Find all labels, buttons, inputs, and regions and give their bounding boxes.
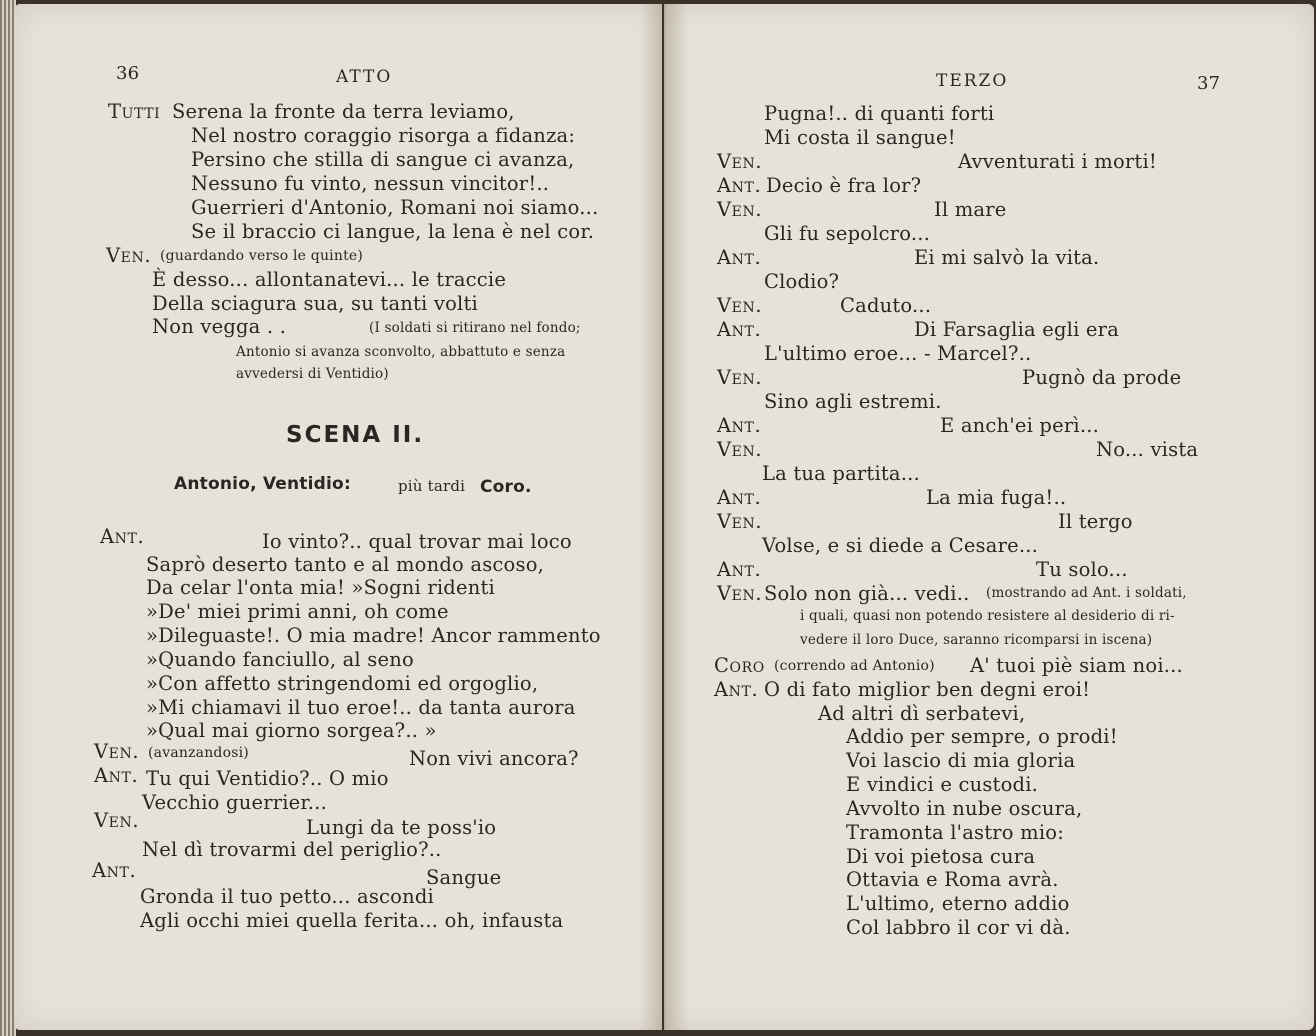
verse-line: »Dileguaste!. O mia madre! Ancor rammento	[146, 624, 601, 647]
verse-line: Ei mi salvò la vita.	[914, 246, 1100, 269]
verse-line: L'ultimo, eterno addio	[846, 892, 1070, 915]
verse-line: Addio per sempre, o prodi!	[846, 725, 1118, 748]
verse-line: Solo non già... vedi..	[764, 582, 970, 605]
verse-line: Gronda il tuo petto... ascondi	[140, 885, 434, 908]
verse-line: Di Farsaglia egli era	[914, 318, 1120, 341]
speaker-ven: Ven.	[717, 198, 763, 221]
speaker-ven: Ven.	[94, 809, 140, 832]
verse-line: Nel nostro coraggio risorga a fidanza:	[191, 124, 576, 147]
verse-line: Pugnò da prode	[1022, 366, 1182, 389]
verse-line: Nessuno fu vinto, nessun vincitor!..	[191, 172, 550, 195]
verse-line: »Con affetto stringendomi ed orgoglio,	[146, 672, 539, 695]
speaker-ant: Ant.	[717, 414, 762, 437]
speaker-ant: Ant.	[717, 174, 762, 197]
page-number: 37	[1197, 73, 1221, 94]
right-page	[664, 4, 1314, 1030]
verse-line: No... vista	[1096, 438, 1199, 461]
stage-direction: Antonio si avanza sconvolto, abbattuto e senza	[236, 344, 566, 360]
speaker-ven: Ven.	[717, 510, 763, 533]
speaker-ven: Ven.	[106, 244, 152, 267]
verse-line: Il mare	[934, 198, 1007, 221]
speaker-ant: Ant.	[94, 764, 139, 787]
stage-direction: (I soldati si ritirano nel fondo;	[369, 320, 581, 336]
stage-direction: (mostrando ad Ant. i soldati,	[986, 585, 1187, 601]
verse-line: O di fato miglior ben degni eroi!	[764, 678, 1091, 701]
verse-line: Da celar l'onta mia! »Sogni ridenti	[146, 576, 495, 599]
verse-line: Avvolto in nube oscura,	[846, 797, 1083, 820]
verse-line: E vindici e custodi.	[846, 773, 1039, 796]
verse-line: Clodio?	[764, 270, 840, 293]
verse-line: La mia fuga!..	[926, 486, 1067, 509]
verse-line: Agli occhi miei quella ferita... oh, infausta	[140, 909, 564, 932]
book-gutter	[640, 4, 688, 1030]
cast-names: Antonio, Ventidio:	[174, 474, 351, 494]
verse-line: »Qual mai giorno sorgea?.. »	[146, 719, 437, 742]
speaker-ven: Ven.	[717, 150, 763, 173]
speaker-ant: Ant.	[717, 486, 762, 509]
verse-line: Non vivi ancora?	[409, 747, 579, 770]
verse-line: Tu solo...	[1036, 558, 1128, 581]
stage-direction: (avanzandosi)	[148, 745, 249, 761]
verse-line: Nel dì trovarmi del periglio?..	[142, 838, 442, 861]
verse-line: Di voi pietosa cura	[846, 845, 1036, 868]
verse-line: Io vinto?.. qual trovar mai loco	[262, 530, 572, 553]
verse-line: Lungi da te poss'io	[306, 816, 497, 839]
verse-line: Avventurati i morti!	[958, 150, 1157, 173]
speaker-ven: Ven.	[717, 582, 763, 605]
verse-line: Saprò deserto tanto e al mondo ascoso,	[146, 553, 545, 576]
running-head: TERZO	[936, 71, 1009, 91]
verse-line: Decio è fra lor?	[766, 174, 922, 197]
verse-line: Volse, e si diede a Cesare...	[762, 534, 1039, 557]
cast-later: più tardi	[398, 477, 466, 495]
scene-title: SCENA II.	[286, 422, 425, 448]
speaker-ven: Ven.	[717, 438, 763, 461]
verse-line: Sino agli estremi.	[764, 390, 942, 413]
cast-coro: Coro.	[480, 477, 532, 497]
verse-line: Gli fu sepolcro...	[764, 222, 931, 245]
speaker-coro: Coro	[714, 654, 765, 677]
speaker-ven: Ven.	[717, 294, 763, 317]
running-head: ATTO	[336, 67, 393, 87]
verse-line: Sangue	[426, 866, 502, 889]
speaker-tutti: Tutti	[108, 100, 161, 123]
verse-line: La tua partita...	[762, 462, 920, 485]
verse-line: L'ultimo eroe... - Marcel?..	[764, 342, 1032, 365]
verse-line: Ad altri dì serbatevi,	[818, 702, 1026, 725]
verse-line: Voi lascio di mia gloria	[846, 749, 1076, 772]
speaker-ven: Ven.	[94, 740, 140, 763]
verse-line: Se il braccio ci langue, la lena è nel cor.	[191, 220, 595, 243]
left-page	[14, 4, 662, 1030]
verse-line: »Quando fanciullo, al seno	[146, 648, 414, 671]
page-number: 36	[116, 63, 140, 84]
verse-line: Col labbro il cor vi dà.	[846, 916, 1071, 939]
stage-direction: avvedersi di Ventidio)	[236, 366, 389, 382]
verse-line: Della sciagura sua, su tanti volti	[152, 292, 478, 315]
verse-line: E anch'ei perì...	[940, 414, 1100, 437]
speaker-ant: Ant.	[717, 558, 762, 581]
speaker-ven: Ven.	[717, 366, 763, 389]
stage-direction: (guardando verso le quinte)	[160, 248, 364, 264]
verse-line: »De' miei primi anni, oh come	[146, 600, 449, 623]
verse-line: Ottavia e Roma avrà.	[846, 868, 1059, 891]
speaker-ant: Ant.	[92, 859, 137, 882]
verse-line: Tramonta l'astro mio:	[846, 821, 1064, 844]
verse-line: Guerrieri d'Antonio, Romani noi siamo...	[191, 196, 599, 219]
verse-line: Mi costa il sangue!	[764, 126, 956, 149]
verse-line: A' tuoi piè siam noi...	[970, 654, 1183, 677]
stage-direction: (correndo ad Antonio)	[774, 658, 935, 674]
verse-line: Pugna!.. di quanti forti	[764, 102, 995, 125]
verse-line: È desso... allontanatevi... le traccie	[152, 268, 507, 291]
verse-line: Persino che stilla di sangue ci avanza,	[191, 148, 575, 171]
stage-direction: vedere il loro Duce, saranno ricomparsi in iscena)	[800, 632, 1153, 648]
speaker-ant: Ant.	[714, 678, 759, 701]
verse-line: »Mi chiamavi il tuo eroe!.. da tanta aurora	[146, 696, 576, 719]
verse-line: Vecchio guerrier...	[142, 791, 327, 814]
verse-line: Tu qui Ventidio?.. O mio	[146, 767, 389, 790]
speaker-ant: Ant.	[717, 318, 762, 341]
verse-line: Il tergo	[1058, 510, 1133, 533]
verse-line: Non vegga . .	[152, 315, 287, 338]
speaker-ant: Ant.	[100, 525, 145, 548]
stage-direction: i quali, quasi non potendo resistere al desiderio di ri-	[800, 608, 1175, 624]
speaker-ant: Ant.	[717, 246, 762, 269]
verse-line: Serena la fronte da terra leviamo,	[172, 100, 515, 123]
verse-line: Caduto...	[840, 294, 932, 317]
